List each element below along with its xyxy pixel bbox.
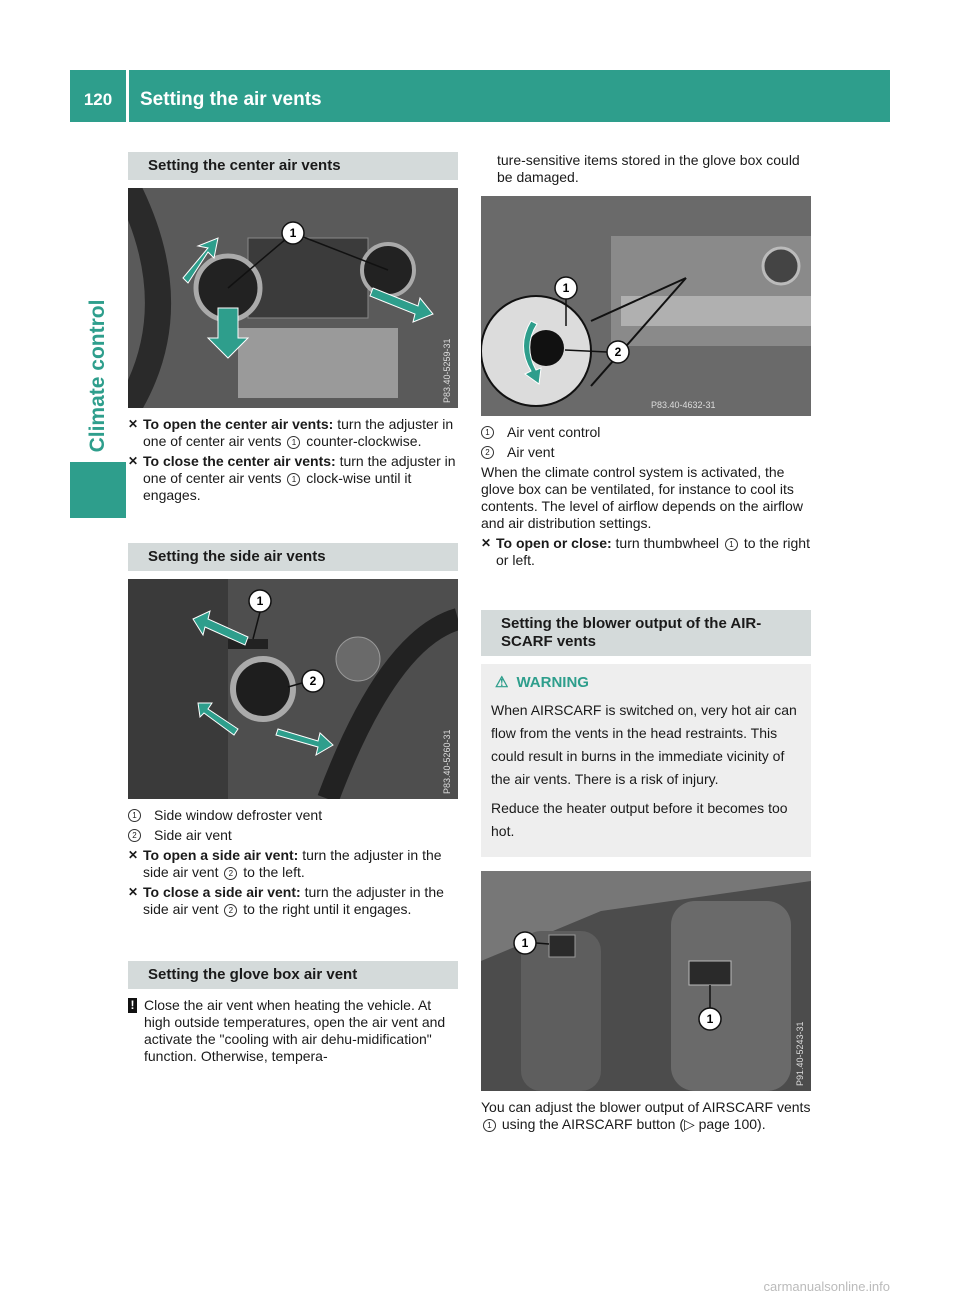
notice-text: Close the air vent when heating the vehicle. At high outside temperatures, open the air vent and activate the "cooling with air dehu-midification" function. Otherwise, tempera- — [144, 997, 446, 1064]
svg-text:2: 2 — [614, 345, 622, 359]
figure-side-vents — [128, 579, 458, 799]
section-heading-side-vents: Setting the side air vents — [128, 543, 458, 571]
legend-text: Air vent control — [507, 424, 601, 440]
step-label: To open the center air vents: — [143, 416, 334, 432]
step-label: To open a side air vent: — [143, 847, 299, 863]
center-vents-illustration — [128, 188, 458, 408]
step-open-side-vent — [128, 847, 458, 881]
side-vents-illustration — [128, 579, 458, 799]
legend-item — [481, 444, 811, 461]
svg-text:2: 2 — [309, 674, 317, 688]
step-text: to the right or left. — [496, 535, 810, 568]
callout-number: 1 — [483, 1119, 496, 1132]
callout-number: 1 — [481, 426, 494, 439]
step-label: To open or close: — [496, 535, 612, 551]
svg-text:1: 1 — [706, 1012, 714, 1026]
glove-box-body: When the climate control system is activated, the glove box can be ventilated, for instance to cool its contents. The level of airflow depends on the airflow and air distribution settings. — [481, 464, 803, 531]
svg-text:P83.40-5260-31: P83.40-5260-31 — [442, 729, 452, 794]
callout-number: 2 — [481, 446, 494, 459]
figure-glove-box — [481, 196, 811, 416]
section-heading-glove-box: Setting the glove box air vent — [128, 961, 458, 989]
svg-text:1: 1 — [256, 594, 264, 608]
callout-number: 1 — [287, 473, 300, 486]
step-text: turn thumbwheel — [611, 535, 723, 551]
step-text: turn the adjuster in the side air vent — [143, 884, 444, 917]
svg-text:1: 1 — [521, 936, 529, 950]
svg-text:P83.40-4632-31: P83.40-4632-31 — [651, 400, 716, 410]
svg-text:P91.40-5243-31: P91.40-5243-31 — [795, 1021, 805, 1086]
warning-paragraph: When AIRSCARF is switched on, very hot air can flow from the vents in the head restraints. This could result in burns in the immediate vicinity of the air vents. There is a risk of injury. — [491, 702, 797, 787]
step-text: turn the adjuster in one of center air vents — [143, 416, 454, 449]
legend-text: Side air vent — [154, 827, 232, 843]
step-label: To close the center air vents: — [143, 453, 336, 469]
step-arrow-icon: ✕ — [128, 885, 139, 899]
right-column — [481, 152, 811, 1136]
notice-icon: ! — [128, 998, 137, 1013]
warning-title-text: WARNING — [516, 674, 589, 691]
legend-item — [128, 827, 458, 844]
legend-item — [128, 807, 458, 824]
legend-text: Side window defroster vent — [154, 807, 323, 823]
step-arrow-icon: ✕ — [128, 417, 139, 431]
chapter-tab-label: Climate control — [86, 299, 109, 453]
step-close-side-vent — [128, 884, 458, 918]
airscarf-illustration — [481, 871, 811, 1091]
body-text: You can adjust the blower output of AIRSCARF vents — [481, 1099, 811, 1115]
warning-triangle-icon: ⚠ — [495, 674, 509, 691]
legend-text: Air vent — [507, 444, 555, 460]
step-label: To close a side air vent: — [143, 884, 301, 900]
chapter-tab-marker — [70, 462, 126, 518]
figure-airscarf — [481, 871, 811, 1091]
step-arrow-icon: ✕ — [128, 454, 139, 468]
step-open-close-thumbwheel — [481, 535, 811, 569]
callout-number: 2 — [128, 829, 141, 842]
step-text: to the left. — [239, 864, 305, 880]
header-divider — [126, 70, 129, 122]
body-text: using the AIRSCARF button ( — [498, 1116, 684, 1132]
callout-number: 1 — [128, 809, 141, 822]
continued-text: ture-sensitive items stored in the glove box could be damaged. — [497, 152, 800, 185]
callout-number: 1 — [287, 436, 300, 449]
step-open-center-vents — [128, 416, 458, 450]
callout-number: 2 — [224, 904, 237, 917]
airscarf-body — [481, 1099, 811, 1133]
page-title: Setting the air vents — [140, 89, 322, 110]
step-arrow-icon: ✕ — [128, 848, 139, 862]
svg-text:1: 1 — [289, 226, 297, 240]
svg-text:1: 1 — [562, 281, 570, 295]
warning-title — [491, 674, 801, 691]
step-text: counter-clockwise. — [302, 433, 422, 449]
glove-box-illustration — [481, 196, 811, 416]
watermark: carmanualsonline.info — [763, 1279, 890, 1294]
callout-number: 2 — [224, 867, 237, 880]
warning-paragraph: Reduce the heater output before it becomes too hot. — [491, 800, 788, 839]
page-ref-arrow-icon: ▷ — [683, 1116, 699, 1132]
warning-box — [481, 664, 811, 857]
step-text: turn the adjuster in one of center air vents — [143, 453, 456, 486]
page-ref-link[interactable]: page 100 — [698, 1116, 758, 1132]
left-column — [128, 152, 458, 1068]
step-close-center-vents — [128, 453, 458, 504]
step-arrow-icon: ✕ — [481, 536, 492, 550]
section-heading-airscarf: Setting the blower output of the AIR-SCARF vents — [481, 610, 811, 656]
section-heading-center-vents: Setting the center air vents — [128, 152, 458, 180]
callout-number: 1 — [725, 538, 738, 551]
step-text: clock-wise until it engages. — [143, 470, 412, 503]
figure-center-vents — [128, 188, 458, 408]
svg-text:P83.40-5259-31: P83.40-5259-31 — [442, 338, 452, 403]
notice-glove-box — [128, 997, 458, 1065]
step-text: to the right until it engages. — [239, 901, 412, 917]
page-number: 120 — [83, 90, 113, 109]
body-text: ). — [757, 1116, 766, 1132]
step-text: turn the adjuster in the side air vent — [143, 847, 442, 880]
legend-item — [481, 424, 811, 441]
